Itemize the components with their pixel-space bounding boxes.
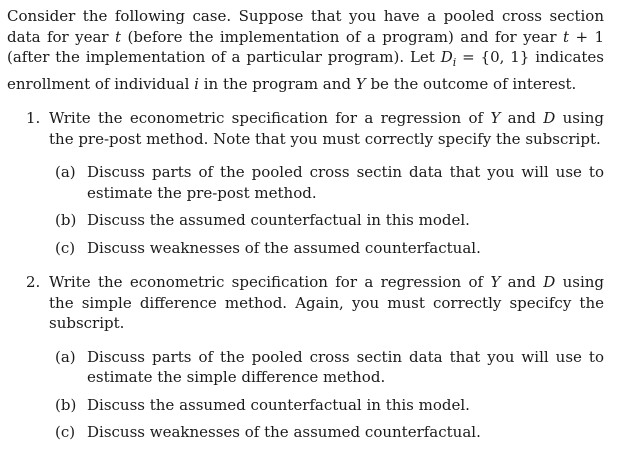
- var-Y: Y: [490, 273, 501, 291]
- subquestion-item: [49, 210, 604, 231]
- question-item: [7, 108, 604, 258]
- subquestion-text: Discuss the assumed counterfactual in this model.: [87, 211, 470, 229]
- subquestion-label: (c): [55, 423, 76, 441]
- subquestion-item: [49, 422, 604, 443]
- subquestion-list: [49, 347, 604, 443]
- intro-paragraph: [7, 6, 604, 94]
- subquestion-text: Discuss the assumed counterfactual in this model.: [87, 395, 470, 414]
- intro-text-4: = {0, 1} indicates enrollment of individual: [7, 48, 605, 93]
- question-text-part: Write the econometric specification for a regression of: [49, 273, 491, 291]
- subquestion-label: (b): [55, 395, 77, 414]
- question-item: [7, 272, 604, 443]
- subquestion-item: [49, 162, 604, 203]
- var-D: D: [440, 48, 453, 66]
- var-Y: Y: [490, 109, 501, 127]
- question-list: [7, 108, 604, 443]
- var-t-plus: t: [562, 27, 570, 46]
- question-text-part: using the simple difference method. Again, you must correctly specifcy the subscript.: [49, 273, 604, 332]
- question-number: 2.: [26, 273, 41, 291]
- question-text-part: and: [500, 273, 544, 291]
- subquestion-text: Discuss parts of the pooled cross sectin data that you will use to estimate the pre-post method.: [87, 163, 604, 202]
- intro-text-5: in the program and: [198, 74, 356, 93]
- var-D: D: [543, 273, 556, 291]
- var-D: D: [543, 109, 556, 127]
- subquestion-item: [49, 347, 604, 388]
- subquestion-label: (a): [55, 163, 76, 181]
- var-t: t: [115, 27, 122, 46]
- question-text: [49, 108, 604, 149]
- subquestion-item: [49, 238, 604, 259]
- subquestion-label: (b): [55, 211, 77, 229]
- sub-i: i: [452, 56, 457, 69]
- intro-text-3: + 1 (after the implementation of a particular program). Let: [7, 27, 604, 66]
- question-text-part: Write the econometric specification for a regression of: [49, 109, 491, 127]
- subquestion-text: Discuss parts of the pooled cross sectin data that you will use to estimate the simple difference method.: [87, 347, 604, 386]
- subquestion-item: [49, 395, 604, 416]
- var-Y: Y: [355, 74, 366, 93]
- question-text-part: and: [500, 109, 544, 127]
- subquestion-label: (a): [55, 347, 76, 366]
- question-number: 1.: [26, 109, 41, 127]
- intro-text-1: Consider the following case. Suppose that you have a pooled cross section data for year: [7, 7, 604, 46]
- var-i: i: [194, 74, 199, 93]
- subquestion-list: [49, 162, 604, 258]
- question-text: [49, 272, 604, 334]
- subquestion-label: (c): [55, 238, 76, 257]
- intro-text-6: be the outcome of interest.: [365, 74, 577, 93]
- subquestion-text: Discuss weaknesses of the assumed counterfactual.: [87, 238, 481, 257]
- question-text-part: using the pre-post method. Note that you must correctly specify the subscript.: [49, 109, 604, 148]
- subquestion-text: Discuss weaknesses of the assumed counterfactual.: [87, 423, 481, 441]
- intro-text-2: (before the implementation of a program) and for year: [121, 27, 563, 46]
